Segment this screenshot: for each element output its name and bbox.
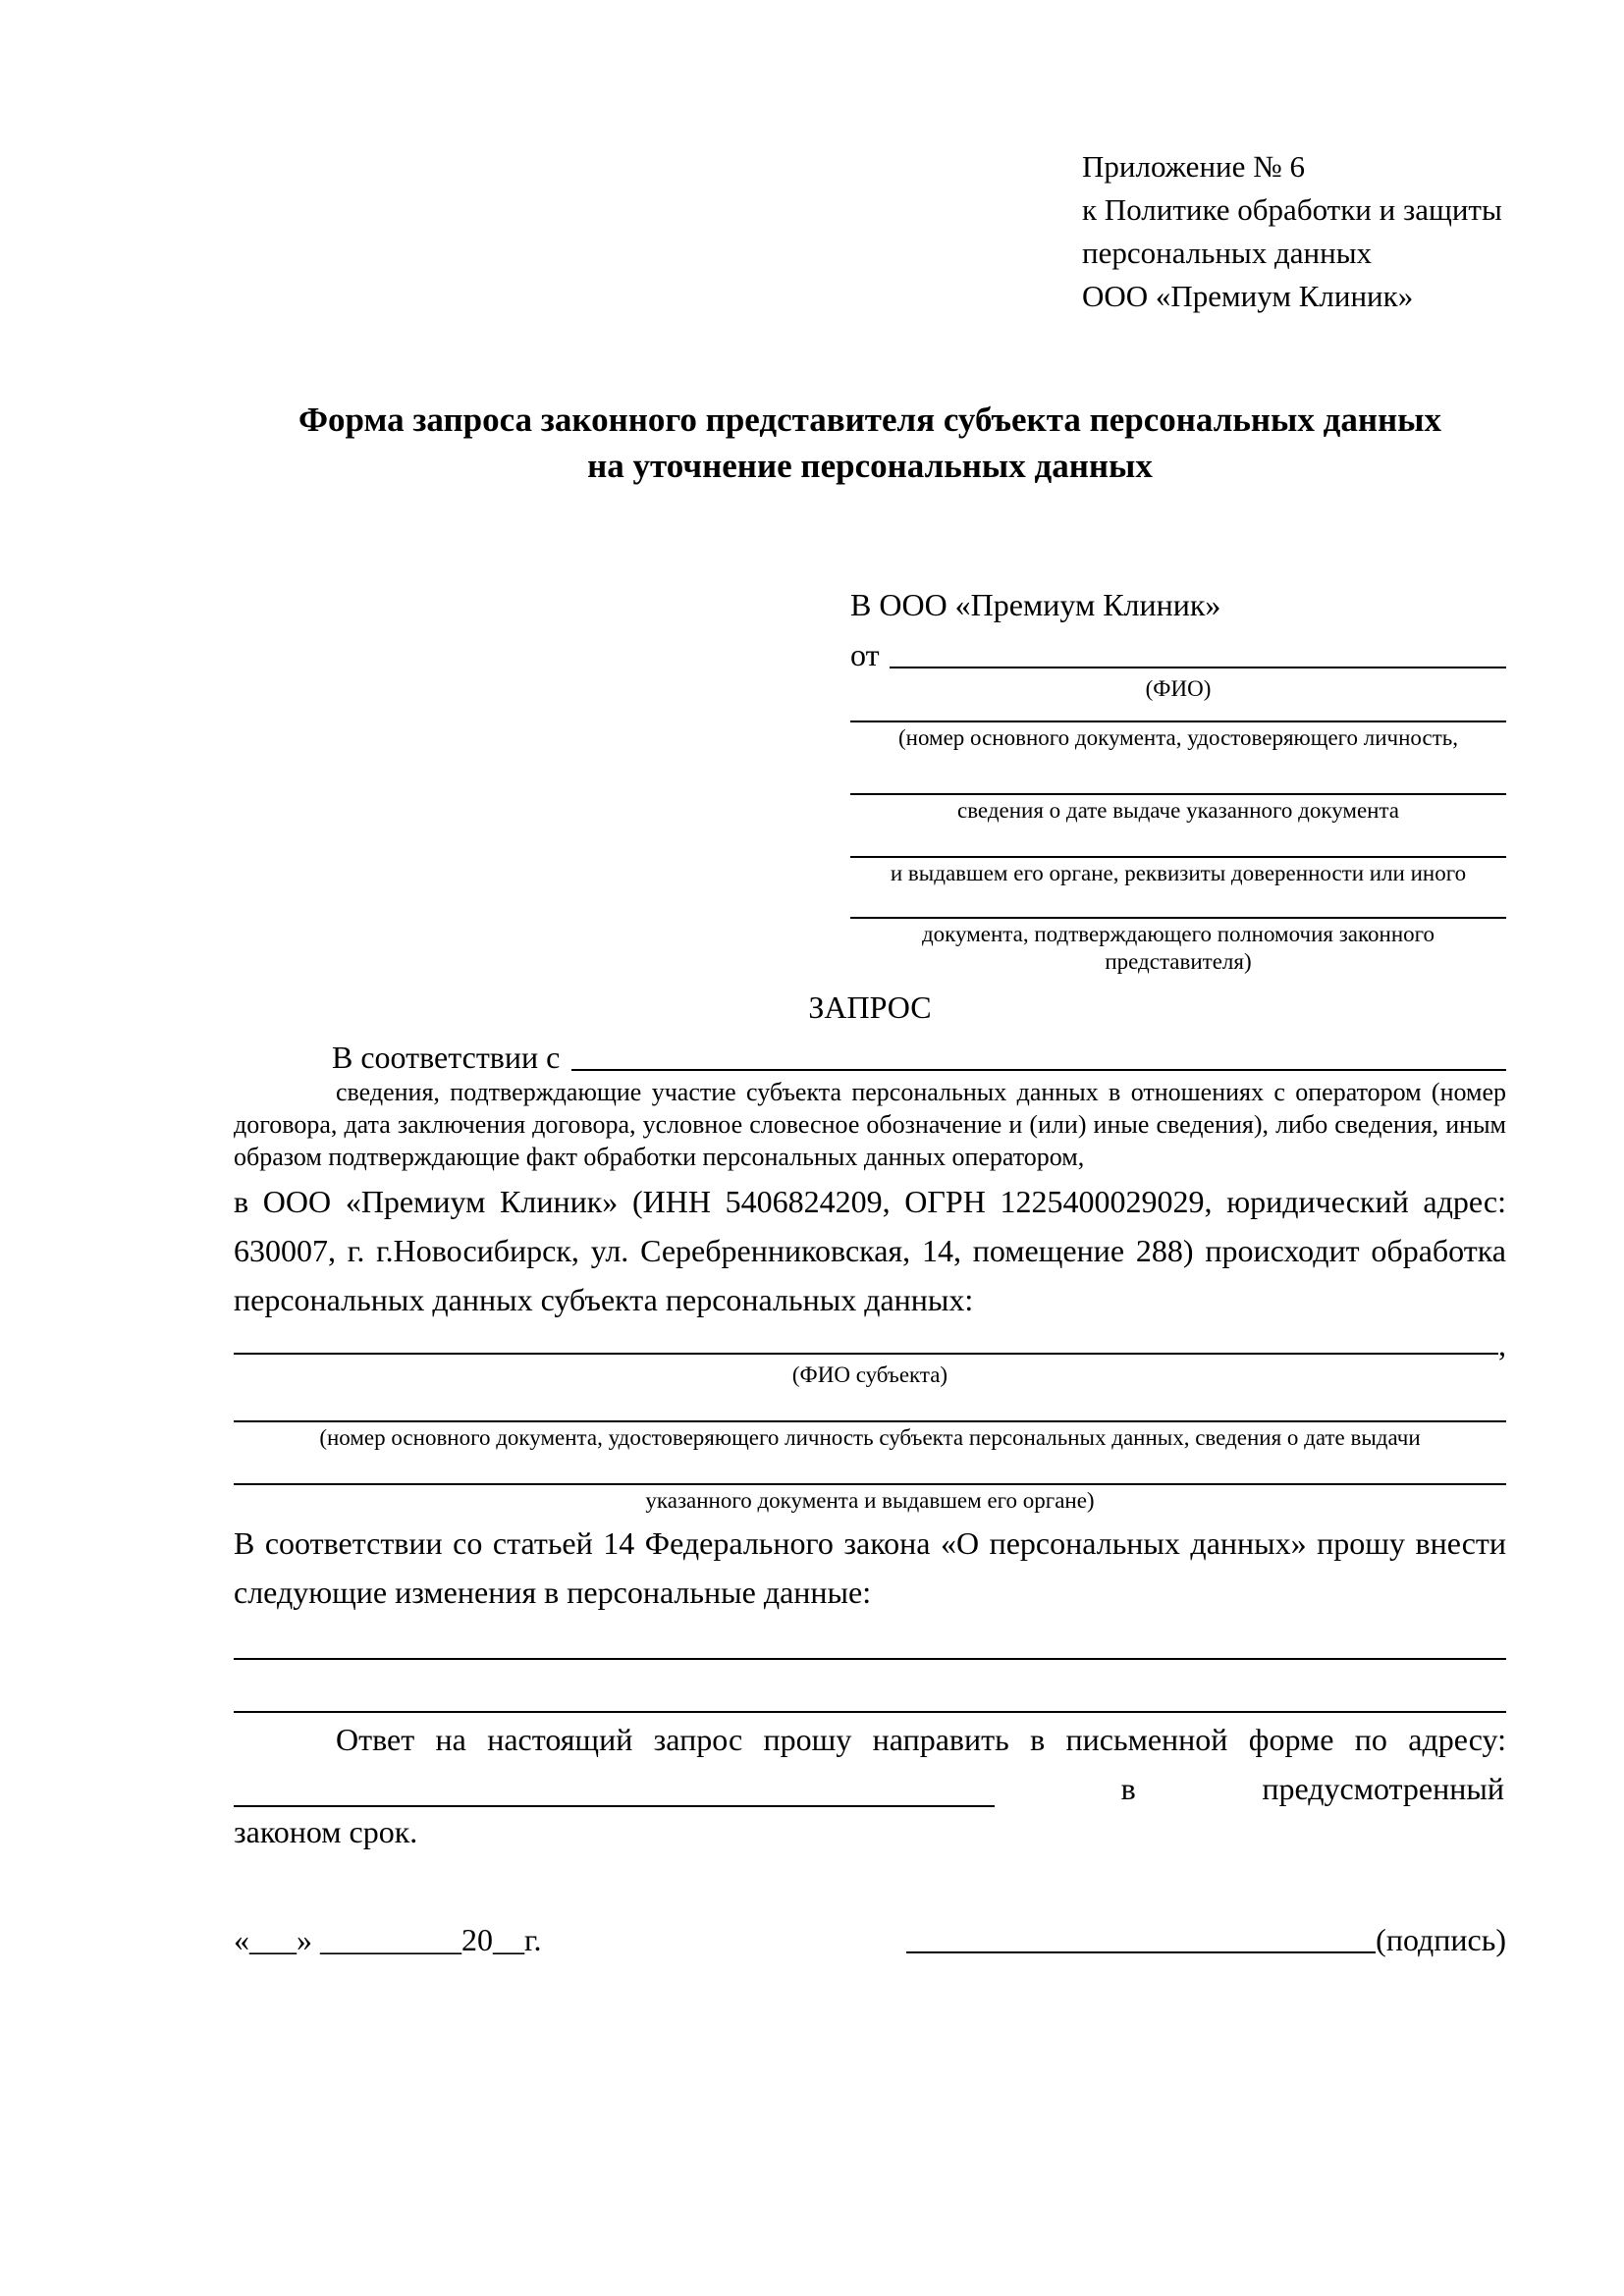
subject-document-caption-2: указанного документа и выдавшем его органе) bbox=[645, 1488, 1095, 1513]
from-label: от bbox=[850, 637, 880, 672]
representative-authority-blank-field[interactable] bbox=[850, 887, 1506, 919]
subject-document-blank-field-2[interactable] bbox=[234, 1452, 1506, 1485]
appendix-line: персональных данных bbox=[1082, 236, 1373, 270]
reply-sentence: Ответ на настоящий запрос прошу направить в письменной форме по адресу: bbox=[336, 1722, 1506, 1757]
appendix-line: ООО «Премиум Клиник» bbox=[1082, 279, 1414, 313]
representative-authority-caption: документа, подтверждающего полномочия законного представителя) bbox=[921, 922, 1435, 974]
issuing-authority-blank-field[interactable] bbox=[850, 825, 1506, 858]
issuing-authority-caption: и выдавшем его органе, реквизиты доверенности или иного bbox=[890, 861, 1467, 885]
subject-fio-blank-field[interactable] bbox=[234, 1323, 1498, 1355]
operator-paragraph: в ООО «Премиум Клиник» (ИНН 5406824209, ОГРН 1225400029029, юридический адрес: 630007, г. г.Новосибирск, ул. Серебренниковская, 14, помещение 288) происходит обработка персональных данных субъекта персональных данных: bbox=[234, 1184, 1506, 1317]
accordance-label: В соответствии с bbox=[332, 1040, 561, 1075]
from-row bbox=[850, 630, 1506, 673]
document-content bbox=[234, 145, 1506, 1958]
appendix-block bbox=[1082, 145, 1506, 318]
document-title bbox=[234, 397, 1506, 489]
issue-date-caption: сведения о дате выдаче указанного документа bbox=[956, 798, 1400, 823]
date-blank-field[interactable]: «___» _________20__г. bbox=[234, 1922, 542, 1957]
accordance-blank-field[interactable] bbox=[571, 1040, 1506, 1071]
accordance-footnote: сведения, подтверждающие участие субъекта персональных данных в отношениях с оператором (номер договора, дата заключения договора, условное словесное обозначение и (или) иные сведения), либо сведения, иным образом подтверждающие факт обработки персональных данных оператором, bbox=[234, 1078, 1506, 1171]
fio-caption: (ФИО) bbox=[1145, 676, 1212, 701]
reply-word-1: в bbox=[1120, 1771, 1136, 1806]
subject-fio-caption: (ФИО субъекта) bbox=[791, 1362, 948, 1387]
issue-date-blank-field[interactable] bbox=[850, 752, 1506, 795]
document-title-line1: Форма запроса законного представителя субъекта персональных данных bbox=[298, 400, 1441, 439]
changes-blank-field-2[interactable] bbox=[234, 1660, 1506, 1713]
subject-fio-row bbox=[234, 1324, 1506, 1360]
signature-caption: (подпись) bbox=[1376, 1922, 1506, 1957]
reply-tail: законом срок. bbox=[234, 1814, 418, 1849]
accordance-row bbox=[234, 1037, 1506, 1076]
reply-address-row bbox=[234, 1764, 1506, 1807]
document-number-caption: (номер основного документа, удостоверяющего личность, bbox=[897, 725, 1458, 750]
recipient-organization: В ООО «Премиум Клиник» bbox=[850, 587, 1221, 622]
subject-document-caption-1: (номер основного документа, удостоверяющего личность субъекта персональных данных, сведения о дате выдачи bbox=[319, 1425, 1421, 1450]
recipient-block bbox=[850, 587, 1506, 974]
document-title-line2: на уточнение персональных данных bbox=[587, 447, 1153, 485]
signature-blank-field[interactable] bbox=[906, 1922, 1376, 1953]
request-heading: ЗАПРОС bbox=[808, 989, 932, 1025]
article-14-paragraph: В соответствии со статьей 14 Федерального закона «О персональных данных» прошу внести следующие изменения в персональные данные: bbox=[234, 1525, 1506, 1610]
fio-blank-field[interactable] bbox=[890, 637, 1506, 668]
signature-group bbox=[906, 1922, 1506, 1958]
appendix-line: к Политике обработки и защиты bbox=[1082, 192, 1502, 227]
reply-word-2: предусмотренный bbox=[1262, 1771, 1504, 1806]
date-signature-row bbox=[234, 1913, 1506, 1958]
changes-blank-field-1[interactable] bbox=[234, 1617, 1506, 1660]
reply-address-blank-field[interactable] bbox=[234, 1776, 995, 1807]
document-number-blank-field[interactable] bbox=[850, 703, 1506, 722]
appendix-line: Приложение № 6 bbox=[1082, 149, 1305, 184]
trailing-comma: , bbox=[1498, 1327, 1506, 1362]
subject-document-blank-field[interactable] bbox=[234, 1389, 1506, 1422]
